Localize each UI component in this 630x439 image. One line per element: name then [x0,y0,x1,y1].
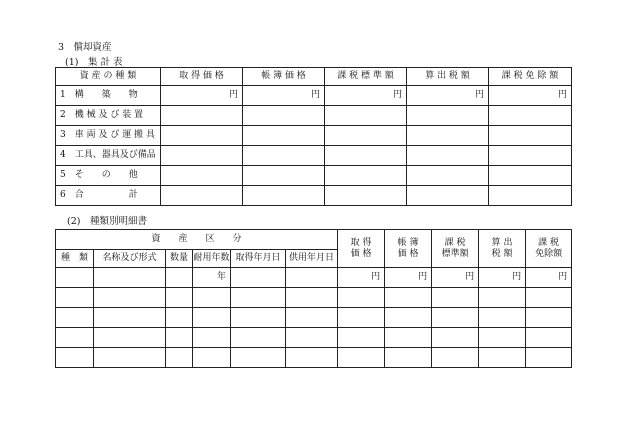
acquisition-price-cell[interactable] [338,348,385,368]
table-row [56,186,572,206]
acquisition-date-cell[interactable] [231,328,286,348]
tax-exemption-cell[interactable]: 円 [489,86,572,106]
acquisition-price-cell[interactable] [161,126,243,146]
tax-exemption-cell[interactable] [526,328,572,348]
table-row [56,268,572,288]
table-row [56,348,572,368]
asset-classification-header: 資 産 区 分 [56,230,338,250]
header-asset-type: 資 産 の 種 類 [56,68,161,86]
acquisition-price-cell[interactable] [338,328,385,348]
calculated-tax-cell[interactable] [479,328,526,348]
book-value-cell[interactable]: 円 [385,268,432,288]
detail-table [55,229,572,368]
type-cell[interactable] [56,348,94,368]
book-value-cell[interactable]: 円 [243,86,325,106]
header-useful-life: 耐用年数 [193,250,231,268]
header-acquisition-price: 取 得 価 格 [161,68,243,86]
header-calculated-tax: 算 出 税 額 [407,68,489,86]
summary-table-title: (1) 集 計 表 [65,57,123,68]
tax-exemption-cell[interactable] [526,308,572,328]
header-book-value: 帳 簿 価 格 [243,68,325,86]
service-date-cell[interactable] [286,328,338,348]
calculated-tax-cell[interactable]: 円 [407,86,489,106]
acquisition-date-cell[interactable] [231,268,286,288]
quantity-cell[interactable] [166,268,193,288]
table-row [56,308,572,328]
row-label: 5 そ の 他 [56,166,161,186]
quantity-cell[interactable] [166,308,193,328]
row-label: 4 工具、器具及び備品 [56,146,161,166]
acquisition-price-cell[interactable]: 円 [161,86,243,106]
book-value-cell[interactable] [385,328,432,348]
table-row [56,106,572,126]
header-tax-base: 課 税 標準額 [432,230,479,268]
book-value-cell[interactable] [243,126,325,146]
acquisition-price-cell[interactable] [161,186,243,206]
book-value-cell[interactable] [243,146,325,166]
tax-base-cell[interactable]: 円 [432,268,479,288]
service-date-cell[interactable] [286,308,338,328]
tax-base-cell[interactable] [325,146,407,166]
tax-base-cell[interactable] [325,166,407,186]
header-tax-exemption: 課 税 免 除 額 [489,68,572,86]
service-date-cell[interactable] [286,288,338,308]
tax-exemption-cell[interactable] [489,166,572,186]
tax-exemption-cell[interactable] [489,126,572,146]
table-row [56,126,572,146]
header-type: 種 類 [56,250,94,268]
tax-exemption-cell[interactable] [526,348,572,368]
tax-base-cell[interactable]: 円 [325,86,407,106]
useful-life-cell[interactable]: 年 [193,268,231,288]
acquisition-price-cell[interactable] [161,106,243,126]
header-quantity: 数量 [166,250,193,268]
tax-base-cell[interactable] [432,288,479,308]
name-model-cell[interactable] [94,348,166,368]
calculated-tax-cell[interactable] [407,106,489,126]
table-row [56,328,572,348]
quantity-cell[interactable] [166,328,193,348]
table-row [56,86,572,106]
calculated-tax-cell[interactable] [407,166,489,186]
calculated-tax-cell[interactable] [407,126,489,146]
section-title: 3 償却資産 [58,42,112,53]
detail-table-title: (2) 種類別明細書 [67,216,147,227]
row-label: 6 合 計 [56,186,161,206]
name-model-cell[interactable] [94,308,166,328]
calculated-tax-cell[interactable] [407,146,489,166]
tax-exemption-cell[interactable]: 円 [526,268,572,288]
name-model-cell[interactable] [94,268,166,288]
table-row [56,288,572,308]
book-value-cell[interactable] [243,106,325,126]
tax-base-cell[interactable] [325,126,407,146]
tax-exemption-cell[interactable] [526,288,572,308]
useful-life-cell[interactable] [193,328,231,348]
book-value-cell[interactable] [385,288,432,308]
type-cell[interactable] [56,328,94,348]
useful-life-cell[interactable] [193,288,231,308]
acquisition-price-cell[interactable] [338,288,385,308]
book-value-cell[interactable] [385,308,432,328]
type-cell[interactable] [56,288,94,308]
header-calculated-tax: 算 出 税 額 [479,230,526,268]
type-cell[interactable] [56,308,94,328]
tax-base-cell[interactable] [325,106,407,126]
summary-table [55,67,572,206]
calculated-tax-cell[interactable] [479,288,526,308]
row-label: 3 車 両 及 び 運 搬 具 [56,126,161,146]
header-tax-base: 課 税 標 準 額 [325,68,407,86]
table-row [56,146,572,166]
acquisition-price-cell[interactable]: 円 [338,268,385,288]
header-tax-exemption: 課 税 免除額 [526,230,572,268]
acquisition-price-cell[interactable] [161,146,243,166]
row-label: 2 機 械 及 び 装 置 [56,106,161,126]
service-date-cell[interactable] [286,268,338,288]
acquisition-date-cell[interactable] [231,308,286,328]
acquisition-price-cell[interactable] [338,308,385,328]
tax-base-cell[interactable] [325,186,407,206]
book-value-cell[interactable] [243,166,325,186]
service-date-cell[interactable] [286,348,338,368]
quantity-cell[interactable] [166,348,193,368]
calculated-tax-cell[interactable]: 円 [479,268,526,288]
table-row [56,166,572,186]
type-cell[interactable] [56,268,94,288]
tax-exemption-cell[interactable] [489,186,572,206]
useful-life-cell[interactable] [193,308,231,328]
name-model-cell[interactable] [94,328,166,348]
acquisition-price-cell[interactable] [161,166,243,186]
header-acquisition-date: 取得年月日 [231,250,286,268]
book-value-cell[interactable] [243,186,325,206]
header-acquisition-price: 取 得 価 格 [338,230,385,268]
tax-base-cell[interactable] [432,348,479,368]
acquisition-date-cell[interactable] [231,348,286,368]
acquisition-date-cell[interactable] [231,288,286,308]
book-value-cell[interactable] [385,348,432,368]
quantity-cell[interactable] [166,288,193,308]
header-name-and-model: 名称及び形式 [94,250,166,268]
header-service-date: 供用年月日 [286,250,338,268]
tax-base-cell[interactable] [432,308,479,328]
useful-life-cell[interactable] [193,348,231,368]
header-book-value: 帳 簿 価 格 [385,230,432,268]
tax-exemption-cell[interactable] [489,146,572,166]
calculated-tax-cell[interactable] [479,308,526,328]
calculated-tax-cell[interactable] [407,186,489,206]
tax-exemption-cell[interactable] [489,106,572,126]
tax-base-cell[interactable] [432,328,479,348]
row-label: 1 構 築 物 [56,86,161,106]
name-model-cell[interactable] [94,288,166,308]
calculated-tax-cell[interactable] [479,348,526,368]
